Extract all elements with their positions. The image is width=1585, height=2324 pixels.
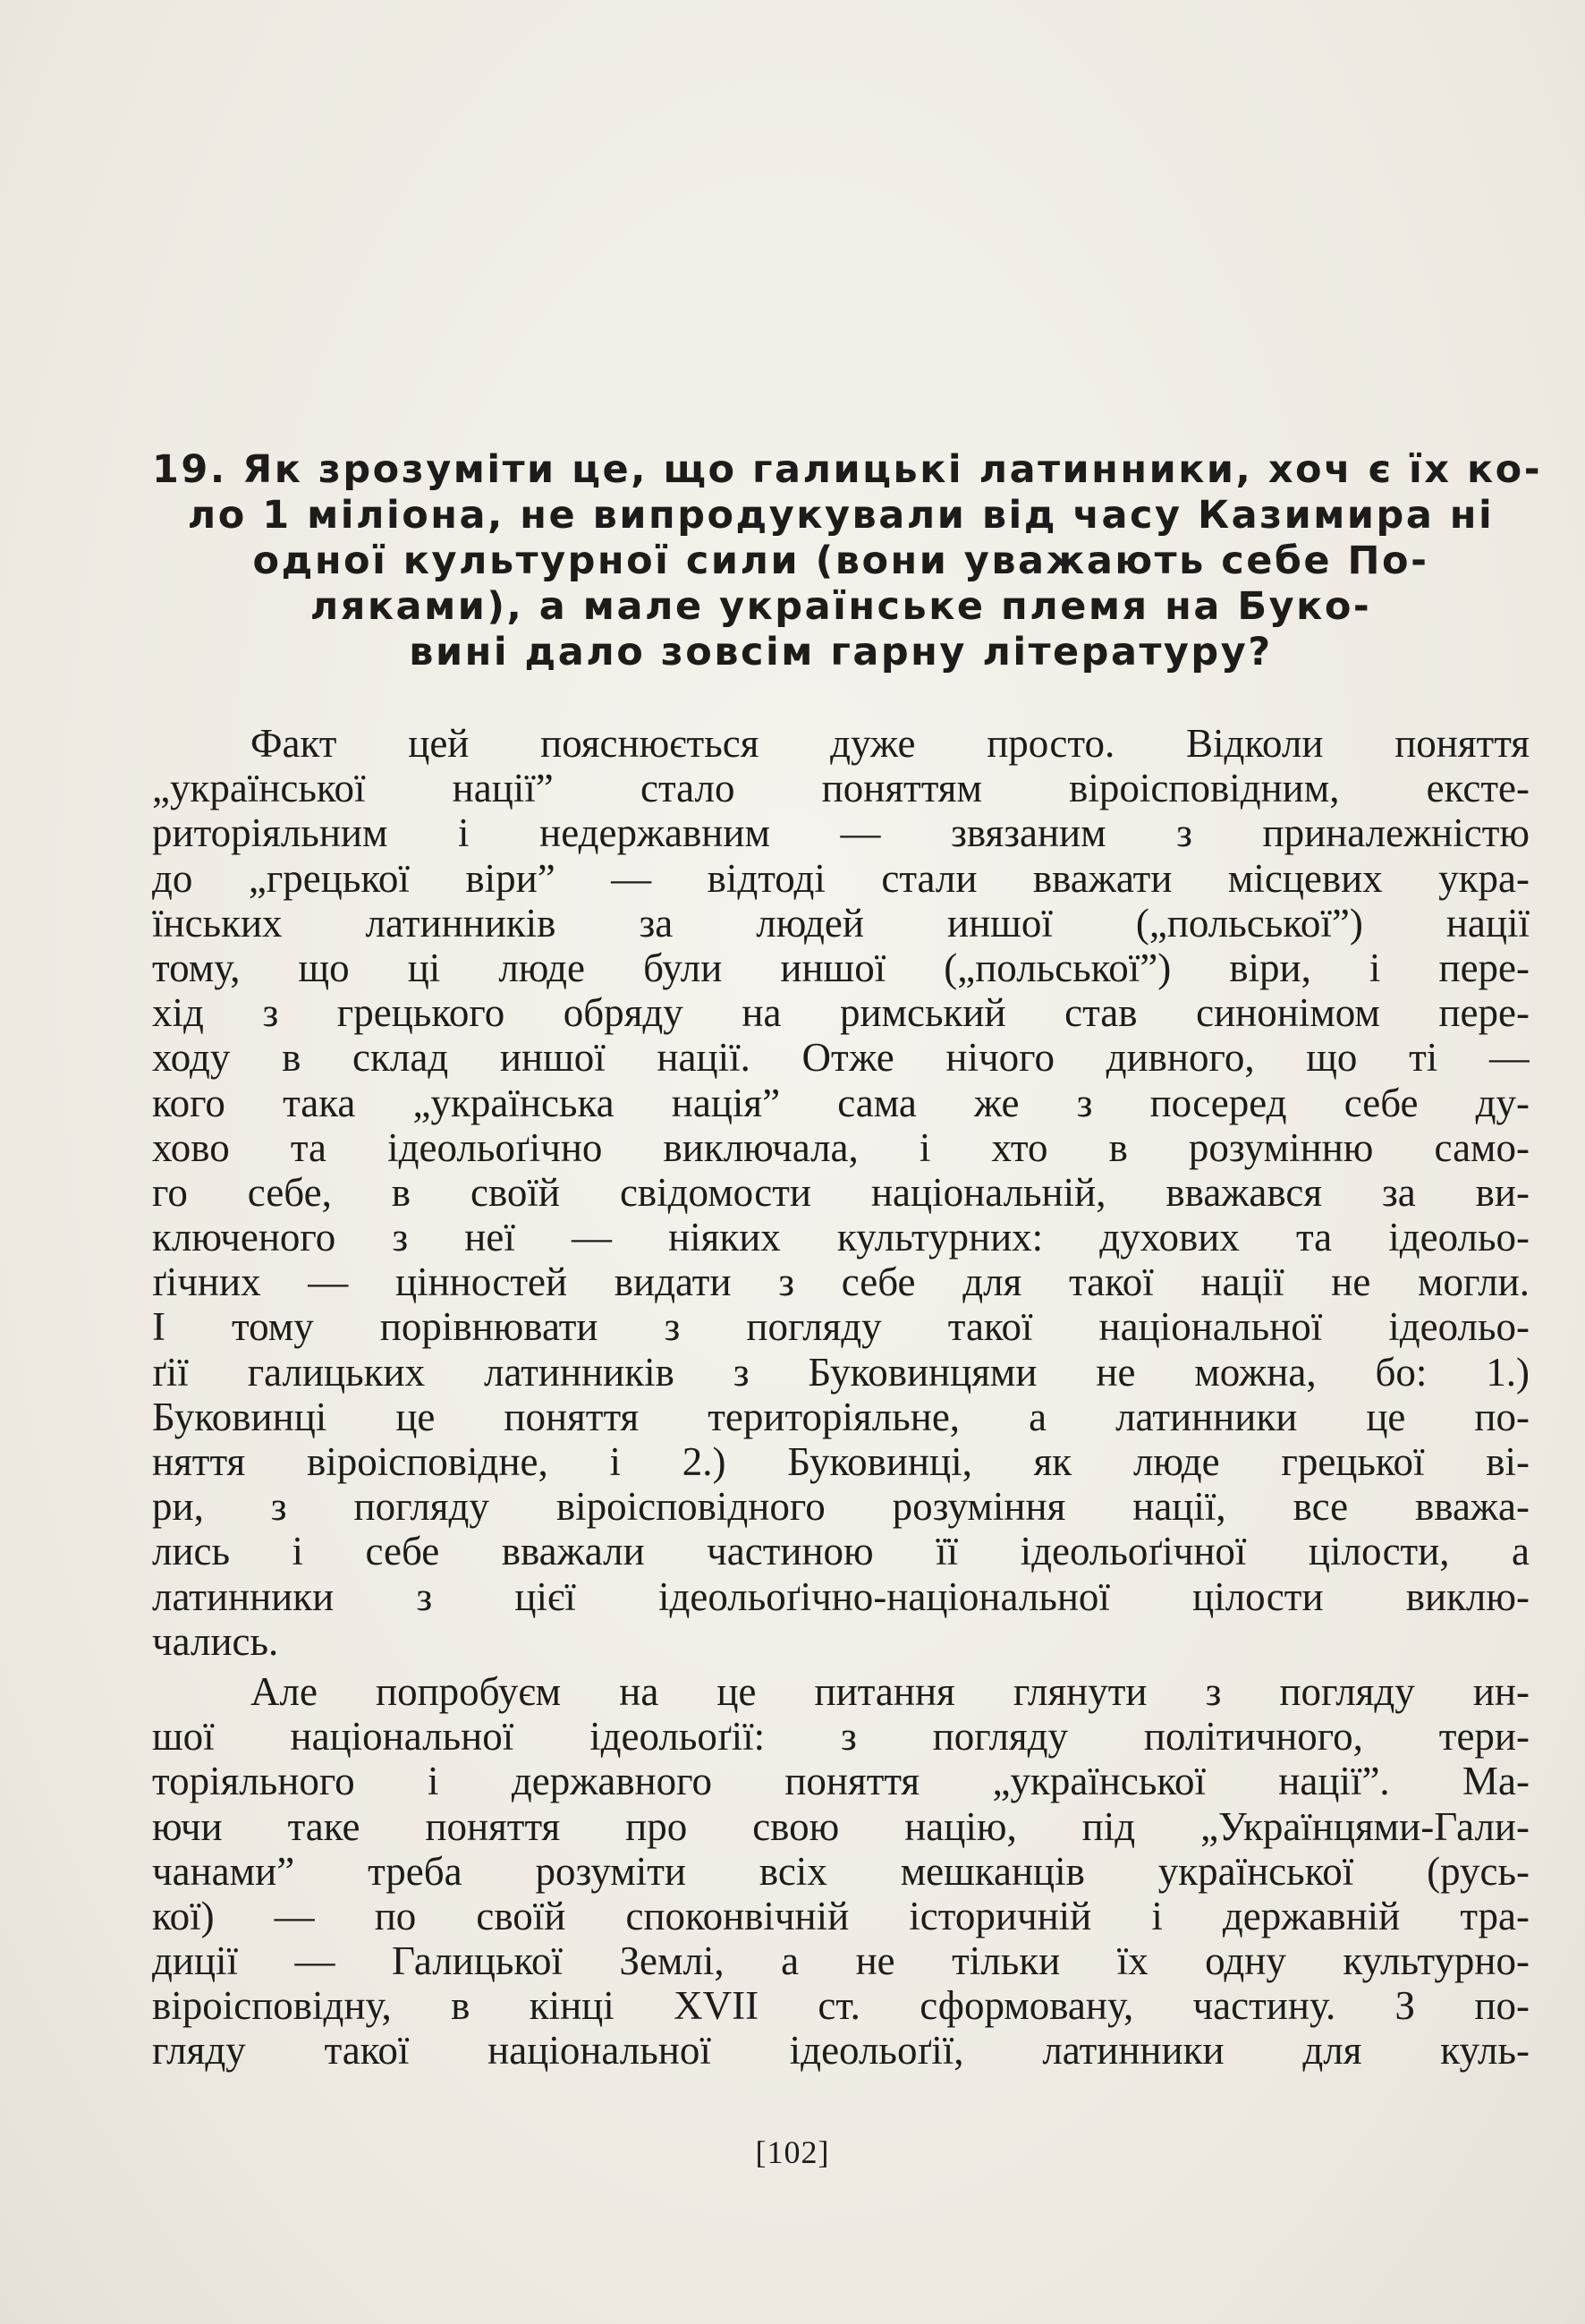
text-line: віроісповідну, в кінці XVII ст. сформовану, частину. З по-: [152, 1983, 1530, 2029]
text-line: хово та ідеольоґічно виключала, і хто в розумінню само-: [152, 1124, 1530, 1170]
text-line: чанами” треба розуміти всіх мешканців української (русь-: [152, 1848, 1530, 1894]
text-line: няття віроісповідне, і 2.) Буковинці, як люде грецької ві-: [152, 1439, 1530, 1484]
text-line: шої національної ідеольоґії: з погляду політичного, тери-: [152, 1714, 1530, 1760]
text-line: ючи таке поняття про свою націю, під „Українцями-Гали-: [152, 1803, 1530, 1849]
text-line: ходу в склад иншої нації. Отже нічого дивного, що ті —: [152, 1035, 1530, 1081]
text-line: гляду такої національної ідеольоґії, латинники для куль-: [152, 2028, 1530, 2074]
text-line: латинники з цієї ідеольоґічно-національної цілости виклю-: [152, 1573, 1530, 1619]
text-line: торіяльного і державного поняття „української нації”. Ма-: [152, 1759, 1530, 1804]
text-line: Факт цей пояснюється дуже просто. Відколи поняття: [250, 721, 1530, 766]
text-line: тому, що ці люде були иншої („польської”) віри, і пере-: [152, 945, 1530, 990]
answer-text: [152, 721, 1530, 2074]
text-line: риторіяльним і недержавним — звязаним з приналежністю: [152, 810, 1530, 856]
text-line: кої) — по своїй споконвічній історичній і державній тра-: [152, 1893, 1530, 1938]
question-line: ло 1 міліона, не випродукували від часу Казимира ні: [187, 493, 1495, 538]
question-line: 19. Як зрозуміти це, що галицькі латинники, хоч є їх ко-: [152, 447, 1543, 492]
question-line: вині дало зовсім гарну літературу?: [409, 630, 1273, 674]
text-line: ґії галицьких латинників з Буковинцями не можна, бо: 1.): [152, 1349, 1530, 1395]
paragraph: [152, 721, 1530, 1664]
question-line: одної культурної сили (вони уважають себе По-: [252, 539, 1429, 583]
text-line: го себе, в своїй свідомости національній, вважався за ви-: [152, 1169, 1530, 1215]
text-line: чались.: [152, 1618, 279, 1664]
text-line: до „грецької віри” — відтоді стали вважати місцевих укра-: [152, 855, 1530, 901]
text-line: ри, з погляду віроісповідного розуміння нації, все вважа-: [152, 1484, 1530, 1530]
text-line: кого така „українська нація” сама же з посеред себе ду-: [152, 1080, 1530, 1125]
text-line: Але попробуєм на це питання глянути з погляду ин-: [250, 1668, 1530, 1714]
text-line: „української нації” стало поняттям віроісповідним, екстe-: [152, 766, 1530, 811]
text-line: лись і себе вважали частиною її ідеольоґічної цілости, а: [152, 1529, 1530, 1574]
page-number: [102]: [755, 2134, 830, 2170]
text-line: хід з грецького обряду на римський став синонімом пере-: [152, 990, 1530, 1036]
text-line: Буковинці це поняття територіяльне, а латинники це по-: [152, 1394, 1530, 1439]
text-line: диції — Галицької Землі, а не тільки їх одну культурно-: [152, 1938, 1530, 1984]
text-line: ґічних — цінностей видати з себе для такої нації не могли.: [152, 1260, 1530, 1305]
text-line: ключеного з неї — ніяких культурних: духових та ідеольо-: [152, 1215, 1530, 1260]
question-line: ляками), а мале українське племя на Буко-: [309, 584, 1372, 629]
paragraph: [152, 1669, 1530, 2074]
text-line: І тому порівнювати з погляду такої національної ідеольо-: [152, 1304, 1530, 1350]
text-line: їнських латинників за людей иншої („польської”) нації: [152, 900, 1530, 946]
question-heading: [152, 447, 1543, 675]
